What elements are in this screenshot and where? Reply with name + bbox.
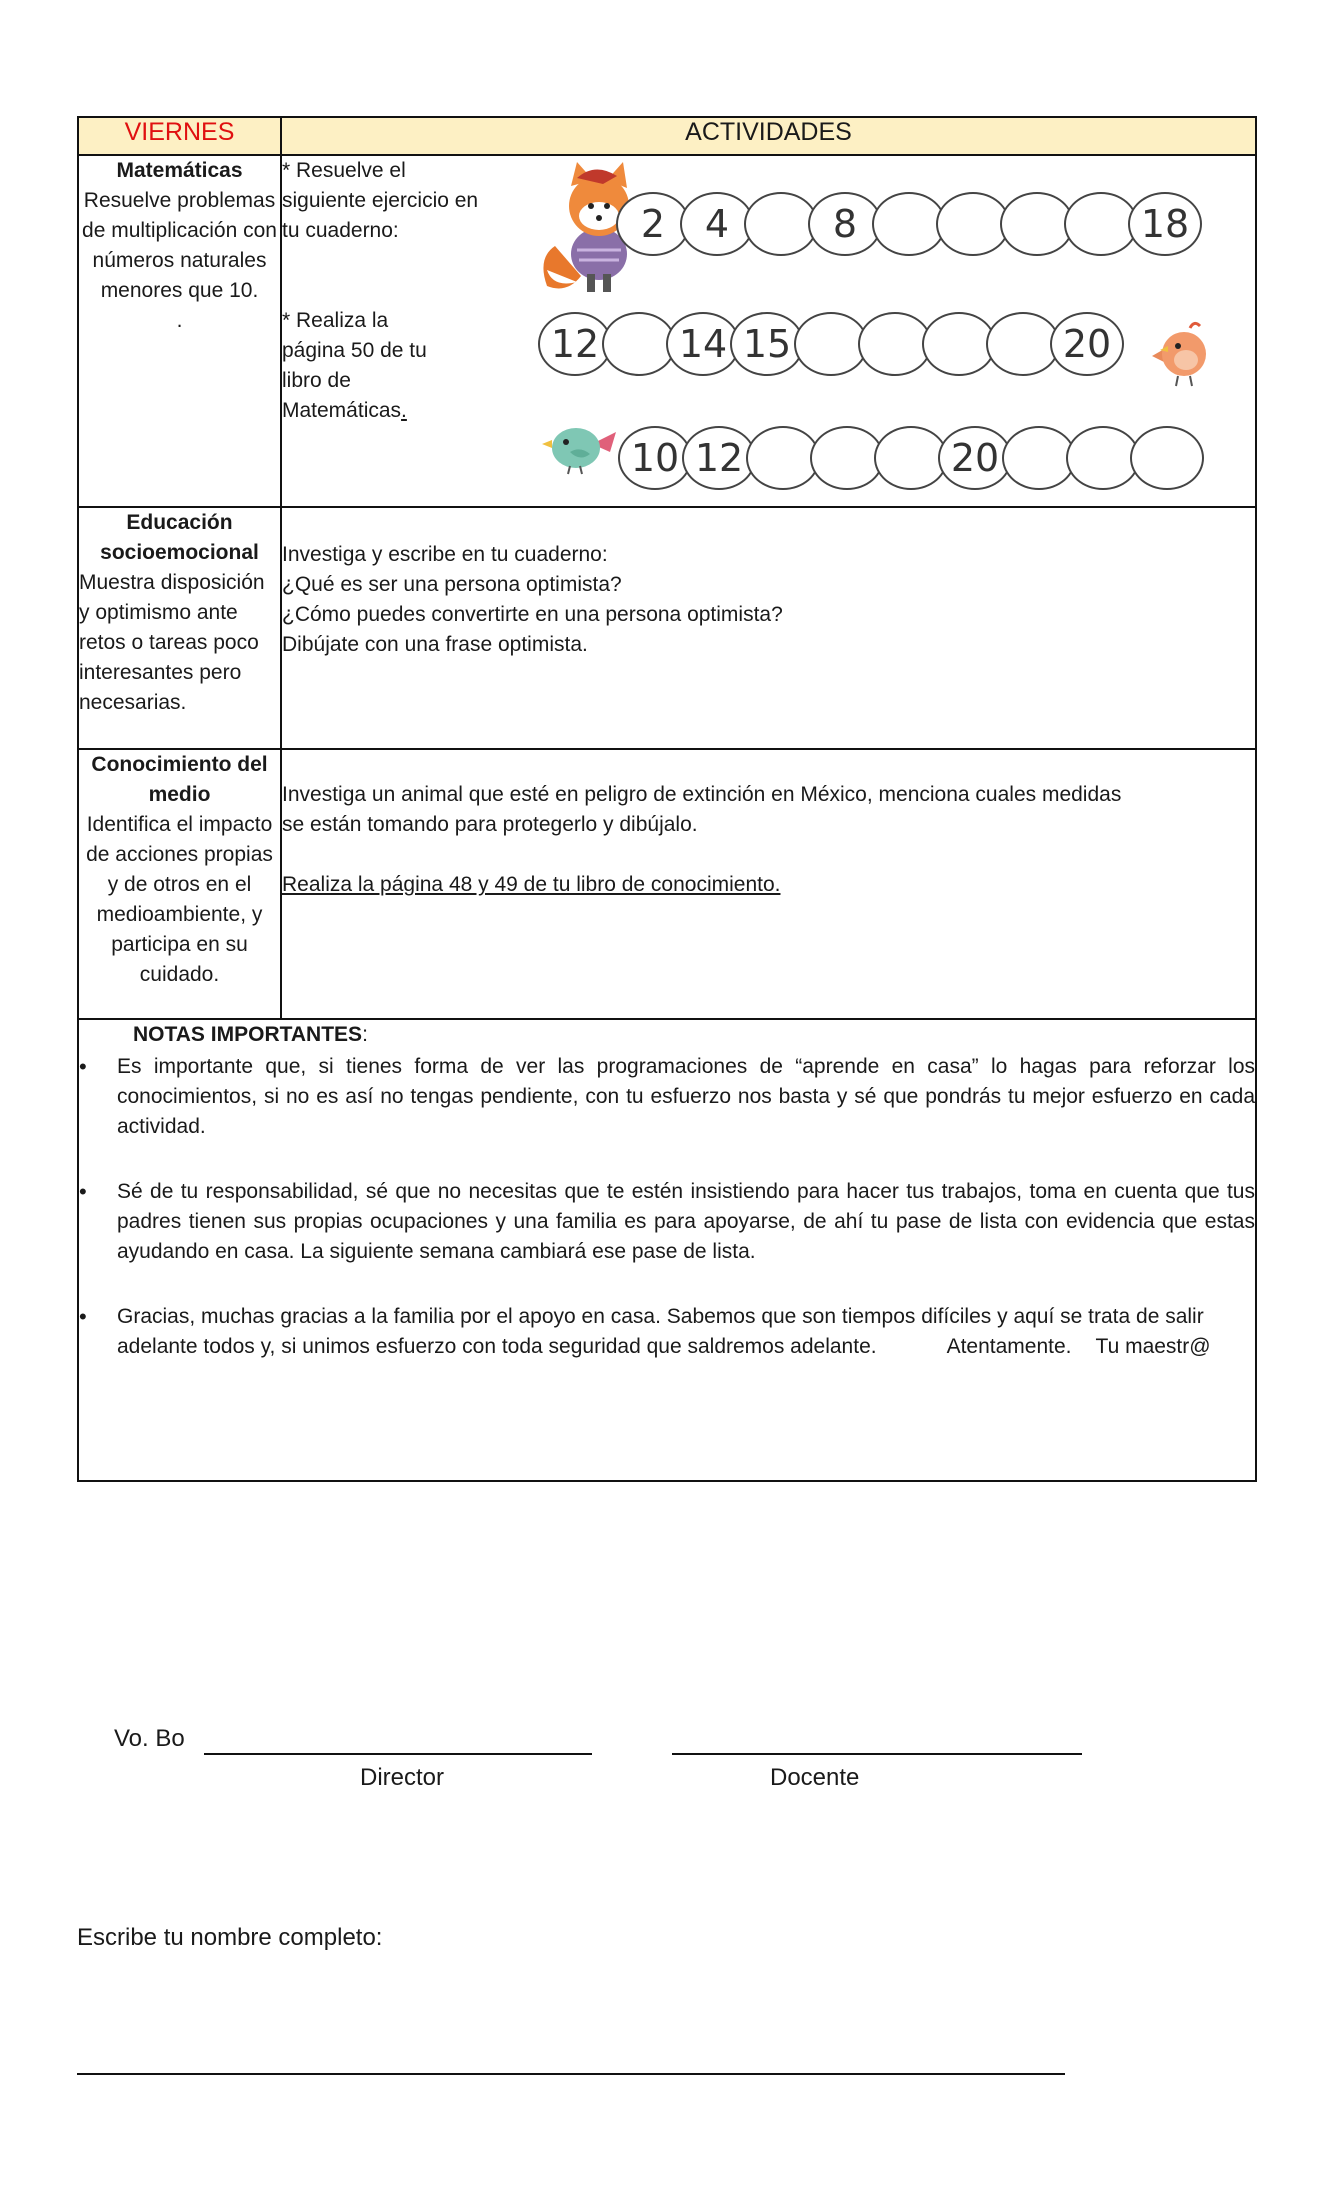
medio-row (78, 749, 1256, 1019)
day-label: VIERNES (124, 118, 235, 146)
docente-label: Docente (770, 1764, 860, 1791)
socio-description: Muestra disposición y optimismo ante retos o tareas poco interesantes pero necesarias. (79, 571, 265, 714)
name-line (77, 2073, 1065, 2075)
orange-bird-icon (1148, 316, 1212, 388)
socio-line-3: ¿Cómo puedes convertirte en una persona optimista? (282, 603, 783, 626)
name-prompt: Escribe tu nombre completo: (77, 1924, 383, 1951)
medio-activity-cell (281, 749, 1256, 1019)
vobo-label: Vo. Bo (114, 1725, 185, 1752)
number-circle: 10 (618, 426, 692, 490)
director-signature-line (204, 1753, 592, 1755)
notes-cell (78, 1019, 1256, 1481)
docente-signature-line (672, 1753, 1082, 1755)
number-circle (1066, 426, 1140, 490)
number-circle (858, 312, 932, 376)
number-circle (1000, 192, 1074, 256)
number-circle (810, 426, 884, 490)
number-circle: 2 (616, 192, 690, 256)
number-circle: 12 (682, 426, 756, 490)
socio-row (78, 507, 1256, 749)
medio-subject-name: Conocimiento del medio (91, 753, 268, 806)
math-subject-cell (78, 155, 281, 507)
activities-table (77, 116, 1257, 1482)
medio-line-1: Investiga un animal que esté en peligro de extinción en México, menciona cuales medidas se están tomando para protegerlo y dibújalo. (282, 783, 1122, 836)
medio-line-2: Realiza la página 48 y 49 de tu libro de conocimiento. (282, 873, 781, 896)
medio-subject-cell (78, 749, 281, 1019)
green-bird-icon (540, 418, 620, 476)
number-circle: 12 (538, 312, 612, 376)
note-item: • Sé de tu responsabilidad, sé que no necesitas que te estén insistiendo para hacer tus trabajos, toma en cuenta que tus padres tienen sus propias ocupaciones y una familia es para apoyarse, de ahí tu pase de lista con evidencia que estas ayudando en casa. La siguiente semana cambiará ese pase de lista. (117, 1177, 1255, 1267)
number-circle (1002, 426, 1076, 490)
socio-subject-cell (78, 507, 281, 749)
number-circle (746, 426, 820, 490)
number-circle (1130, 426, 1204, 490)
number-circle (874, 426, 948, 490)
socio-subject-name: Educación socioemocional (100, 511, 259, 564)
number-circle (744, 192, 818, 256)
number-circle (1064, 192, 1138, 256)
math-activity-cell (281, 155, 1256, 507)
number-circle: 18 (1128, 192, 1202, 256)
math-description: Resuelve problemas de multiplicación con números naturales menores que 10. (82, 189, 277, 302)
number-circle: 20 (938, 426, 1012, 490)
number-circle: 8 (808, 192, 882, 256)
note-item: • Es importante que, si tienes forma de ver las programaciones de “aprende en casa” lo hagas para reforzar los conocimientos, si no es así no tengas pendiente, con tu esfuerzo nos basta y sé que pondrás tu mejor esfuerzo en cada actividad. (117, 1052, 1255, 1142)
math-instruction-2: * Realiza la página 50 de tu libro de Matemáticas. (282, 309, 427, 422)
notes-title: NOTAS IMPORTANTES: (133, 1023, 368, 1046)
number-circle: 15 (730, 312, 804, 376)
activities-header: ACTIVIDADES (281, 117, 1256, 155)
table-header-row (78, 117, 1256, 155)
number-circle: 20 (1050, 312, 1124, 376)
socio-activity-cell (281, 507, 1256, 749)
day-header (78, 117, 281, 155)
math-row (78, 155, 1256, 507)
medio-description: Identifica el impacto de acciones propias y de otros en el medioambiente, y participa en su cuidado. (86, 813, 273, 986)
number-circle (794, 312, 868, 376)
number-circle (602, 312, 676, 376)
socio-line-4: Dibújate con una frase optimista. (282, 633, 588, 656)
number-circle: 14 (666, 312, 740, 376)
number-circle (936, 192, 1010, 256)
notes-row (78, 1019, 1256, 1481)
number-circle (922, 312, 996, 376)
number-circle (986, 312, 1060, 376)
closing-atentamente: Atentamente. (946, 1335, 1072, 1358)
closing-teacher: Tu maestr@ (1095, 1335, 1211, 1358)
director-label: Director (360, 1764, 445, 1791)
socio-line-2: ¿Qué es ser una persona optimista? (282, 573, 622, 596)
notes-list (79, 1052, 1255, 1362)
math-instruction-1: * Resuelve el siguiente ejercicio en tu cuaderno: (282, 159, 479, 242)
number-circle: 4 (680, 192, 754, 256)
math-dot: . (176, 309, 183, 332)
socio-line-1: Investiga y escribe en tu cuaderno: (282, 543, 608, 566)
note-item: • Gracias, muchas gracias a la familia por el apoyo en casa. Sabemos que son tiempos difíciles y aquí se trata de salir adelante todos y, si unimos esfuerzo con toda seguridad que saldremos adelante. Atentamente. Tu maestr@ (117, 1302, 1255, 1362)
math-subject-name: Matemáticas (116, 159, 243, 182)
number-circle (872, 192, 946, 256)
